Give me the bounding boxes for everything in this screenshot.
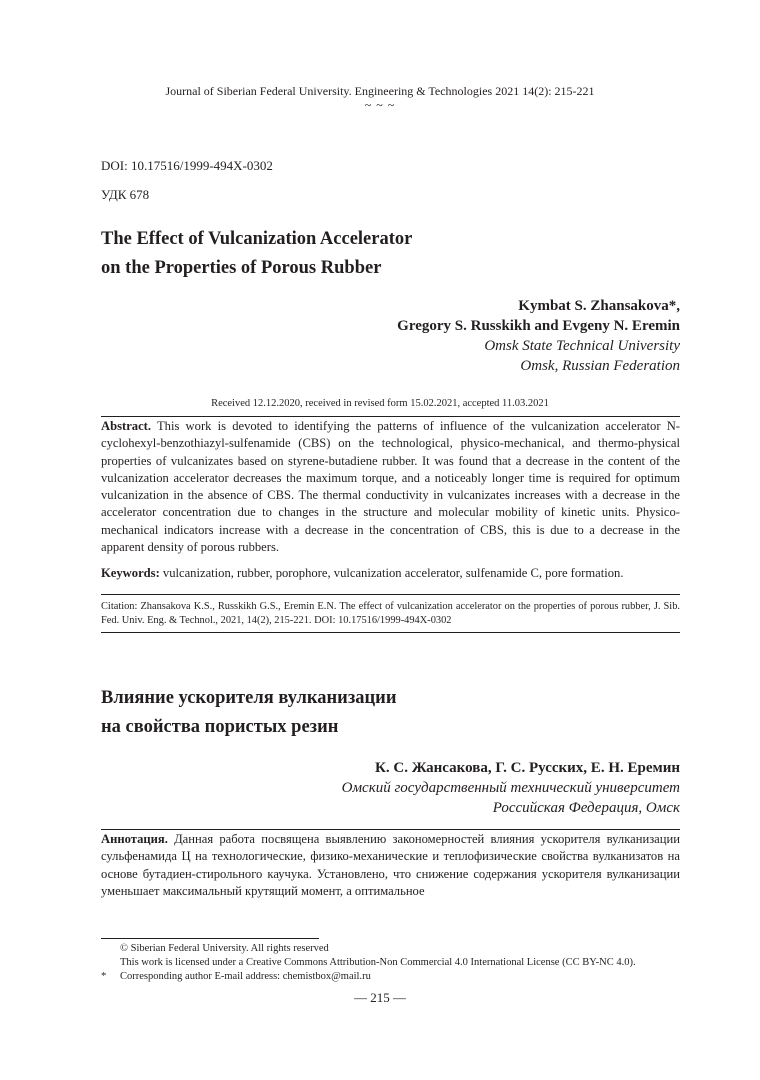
title-ru-line2: на свойства пористых резин bbox=[101, 717, 339, 737]
title-ru-line1: Влияние ускорителя вулканизации bbox=[101, 688, 397, 708]
udk-code: УДК 678 bbox=[101, 187, 150, 202]
affiliation2-en: Omsk, Russian Federation bbox=[520, 358, 680, 374]
keywords-label: Keywords: bbox=[101, 566, 160, 580]
affiliation2-ru: Российская Федерация, Омск bbox=[492, 800, 680, 816]
received-dates: Received 12.12.2020, received in revised form 15.02.2021, accepted 11.03.2021 bbox=[211, 398, 549, 409]
citation-top-rule bbox=[101, 594, 680, 595]
annotation-label: Аннотация. bbox=[101, 832, 168, 846]
author-line1-en: Kymbat S. Zhansakova*, bbox=[518, 298, 680, 314]
title-en-line2: on the Properties of Porous Rubber bbox=[101, 258, 382, 278]
abstract-label: Abstract. bbox=[101, 419, 152, 433]
author-line2-en: Gregory S. Russkikh and Evgeny N. Eremin bbox=[397, 318, 680, 334]
footnote-copyright: © Siberian Federal University. All rights reserved bbox=[120, 943, 329, 954]
annotation-ru bbox=[101, 831, 680, 900]
journal-header: Journal of Siberian Federal University. Engineering & Technologies 2021 14(2): 215-221 bbox=[165, 84, 595, 98]
footnote-corresponding: * Corresponding author E-mail address: chemistbox@mail.ru bbox=[101, 971, 371, 982]
footnote-license: This work is licensed under a Creative Commons Attribution-Non Commercial 4.0 International License (CC BY-NC 4.0). bbox=[120, 957, 636, 968]
header-separator: ~ ~ ~ bbox=[364, 98, 396, 112]
authors-block-ru bbox=[342, 758, 680, 818]
annotation-text: Данная работа посвящена выявлению закономерностей влияния ускорителя вулканизации сульфенамида Ц на технологические, физико-механические и теплофизические свойства вулканизатов на основе бутадиен-стирольного каучука. Установлено, что снижение содержания ускорителя вулканизации уменьшает максимальный крутящий момент, а оптимальное bbox=[101, 832, 680, 898]
citation-bottom-rule bbox=[101, 632, 680, 633]
citation: Citation: Zhansakova K.S., Russkikh G.S., Eremin E.N. The effect of vulcanization accelerator on the properties of porous rubber, J. Sib. Fed. Univ. Eng. & Technol., 2021, 14(2), 215-221. DOI: 10.17516/1999-494X-0302 bbox=[101, 601, 680, 626]
doi: DOI: 10.17516/1999-494X-0302 bbox=[101, 158, 273, 173]
page-number: — 215 — bbox=[354, 990, 406, 1005]
abstract-top-rule bbox=[101, 416, 680, 417]
affiliation1-ru: Омский государственный технический университет bbox=[341, 780, 680, 796]
title-en-line1: The Effect of Vulcanization Accelerator bbox=[101, 229, 413, 249]
article-title-ru bbox=[101, 684, 397, 742]
abstract-text: This work is devoted to identifying the patterns of influence of the vulcanization accelerator N-cyclohexyl-benzothiazyl-sulfenamide (CBS) on the technological, physico-mechanical, and thermo-physical properties of vulcanizates based on styrene-butadiene rubber. It was found that a decrease in the content of the vulcanization accelerator decreases the maximum torque, and a noticeably longer time is required for optimum vulcanization in the absence of CBS. The thermal conductivity in vulcanizates increases with a decrease in the accelerator concentration due to changes in the structure and molecular mobility of kinetic units. Physico-mechanical indicators increase with a decrease in the concentration of CBS, this is due to a decrease in the apparent density of porous rubbers. bbox=[101, 419, 680, 555]
footnotes bbox=[101, 942, 691, 984]
annotation-top-rule bbox=[101, 829, 680, 830]
keywords-text: vulcanization, rubber, porophore, vulcanization accelerator, sulfenamide C, pore formation. bbox=[159, 566, 624, 580]
affiliation1-en: Omsk State Technical University bbox=[484, 338, 680, 354]
asterisk-mark: * bbox=[101, 971, 107, 982]
footnote-rule bbox=[101, 938, 319, 939]
authors-ru: К. С. Жансакова, Г. С. Русских, Е. Н. Еремин bbox=[375, 760, 680, 776]
article-title-en bbox=[101, 225, 412, 283]
authors-block-en bbox=[397, 296, 680, 376]
keywords-en bbox=[101, 565, 680, 582]
abstract-en bbox=[101, 418, 680, 556]
